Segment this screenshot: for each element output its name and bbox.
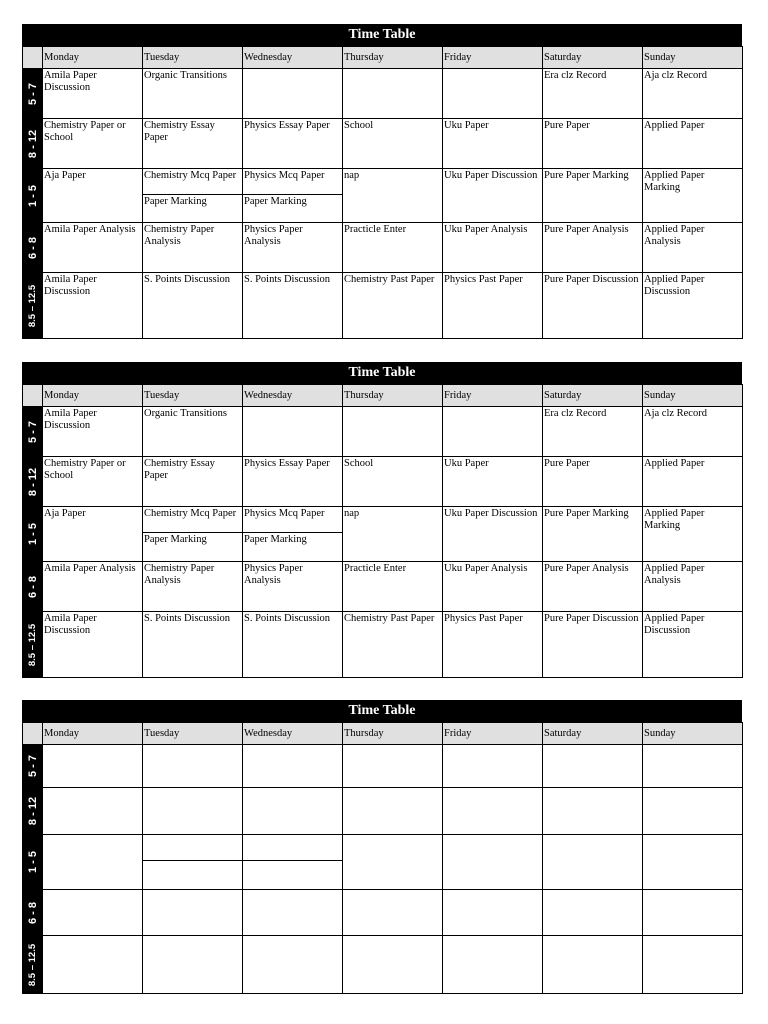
schedule-cell	[243, 745, 343, 788]
day-header-saturday: Saturday	[543, 723, 643, 745]
schedule-cell: Chemistry Essay Paper	[143, 457, 243, 507]
time-slot-text: 8 - 12	[26, 796, 39, 826]
time-slot-row	[23, 273, 743, 339]
schedule-cell	[643, 835, 743, 890]
time-slot-label	[23, 788, 43, 835]
schedule-cell	[243, 788, 343, 835]
time-slot-label	[23, 457, 43, 507]
schedule-cell: Pure Paper	[543, 119, 643, 169]
schedule-cell: School	[343, 457, 443, 507]
schedule-cell	[443, 407, 543, 457]
schedule-cell: Amila Paper Discussion	[43, 69, 143, 119]
schedule-cell-entry: Physics Mcq Paper	[243, 507, 342, 533]
time-slot-row	[23, 936, 743, 994]
schedule-cell	[243, 936, 343, 994]
day-header-wednesday: Wednesday	[243, 385, 343, 407]
time-slot-text: 6 - 8	[26, 575, 39, 598]
schedule-cell	[543, 890, 643, 936]
schedule-cell	[143, 745, 243, 788]
day-header-monday: Monday	[43, 47, 143, 69]
time-slot-label	[23, 169, 43, 223]
schedule-cell-entry: Chemistry Mcq Paper	[143, 507, 242, 533]
schedule-cell-subentry: Paper Marking	[144, 534, 207, 545]
schedule-cell: Uku Paper	[443, 119, 543, 169]
corner-cell	[23, 385, 43, 407]
day-header-tuesday: Tuesday	[143, 723, 243, 745]
schedule-cell-split	[143, 507, 243, 562]
time-slot-row	[23, 835, 743, 890]
schedule-cell: Amila Paper Discussion	[43, 612, 143, 678]
schedule-cell: Pure Paper Discussion	[543, 612, 643, 678]
schedule-cell-split	[143, 169, 243, 223]
day-header-wednesday: Wednesday	[243, 723, 343, 745]
schedule-cell: Physics Past Paper	[443, 612, 543, 678]
time-slot-label	[23, 936, 43, 994]
schedule-cell: S. Points Discussion	[143, 612, 243, 678]
schedule-cell: Era clz Record	[543, 69, 643, 119]
schedule-cell: Pure Paper Analysis	[543, 562, 643, 612]
schedule-cell	[343, 936, 443, 994]
schedule-cell: Era clz Record	[543, 407, 643, 457]
time-slot-label	[23, 745, 43, 788]
schedule-grid	[22, 46, 743, 339]
schedule-cell: nap	[343, 507, 443, 562]
day-header-thursday: Thursday	[343, 385, 443, 407]
schedule-cell: Practicle Enter	[343, 223, 443, 273]
schedule-cell: Applied Paper Analysis	[643, 562, 743, 612]
schedule-cell: Applied Paper Discussion	[643, 273, 743, 339]
day-header-sunday: Sunday	[643, 47, 743, 69]
time-slot-label	[23, 407, 43, 457]
time-slot-row	[23, 457, 743, 507]
schedule-cell: nap	[343, 169, 443, 223]
schedule-cell-split	[143, 835, 243, 890]
schedule-cell-split	[243, 835, 343, 890]
schedule-cell	[143, 936, 243, 994]
schedule-cell: Organic Transitions	[143, 69, 243, 119]
time-slot-row	[23, 119, 743, 169]
schedule-cell-subentry: Paper Marking	[244, 196, 307, 207]
schedule-cell	[43, 890, 143, 936]
schedule-cell-subentry: Paper Marking	[144, 196, 207, 207]
time-slot-label	[23, 69, 43, 119]
schedule-cell	[443, 936, 543, 994]
schedule-cell	[343, 788, 443, 835]
time-slot-row	[23, 223, 743, 273]
schedule-cell: Applied Paper Marking	[643, 169, 743, 223]
day-header-sunday: Sunday	[643, 723, 743, 745]
schedule-cell: Amila Paper Analysis	[43, 562, 143, 612]
schedule-cell	[543, 745, 643, 788]
schedule-cell-entry	[243, 835, 342, 861]
time-slot-row	[23, 169, 743, 223]
time-slot-text: 8 - 12	[26, 467, 39, 496]
schedule-cell: Pure Paper Analysis	[543, 223, 643, 273]
schedule-cell: Chemistry Paper or School	[43, 119, 143, 169]
time-slot-text: 1 - 5	[26, 850, 39, 874]
day-header-friday: Friday	[443, 723, 543, 745]
schedule-cell: Organic Transitions	[143, 407, 243, 457]
schedule-cell	[443, 788, 543, 835]
schedule-cell: Amila Paper Discussion	[43, 407, 143, 457]
time-slot-label	[23, 119, 43, 169]
time-slot-row	[23, 788, 743, 835]
schedule-cell: Pure Paper Marking	[543, 507, 643, 562]
schedule-cell	[543, 936, 643, 994]
schedule-cell	[243, 69, 343, 119]
schedule-cell	[343, 407, 443, 457]
timetable-title: Time Table	[22, 700, 742, 722]
time-slot-text: 6 - 8	[26, 901, 39, 924]
schedule-cell	[443, 835, 543, 890]
time-slot-text: 8.5 – 12.5	[26, 284, 38, 327]
schedule-cell: Applied Paper Marking	[643, 507, 743, 562]
schedule-cell: Chemistry Paper Analysis	[143, 562, 243, 612]
schedule-cell: Aja clz Record	[643, 69, 743, 119]
day-header-monday: Monday	[43, 385, 143, 407]
schedule-cell	[643, 788, 743, 835]
schedule-grid	[22, 722, 743, 994]
day-header-tuesday: Tuesday	[143, 47, 243, 69]
schedule-cell: Chemistry Past Paper	[343, 612, 443, 678]
time-slot-row	[23, 69, 743, 119]
schedule-cell-entry	[143, 835, 242, 861]
time-slot-text: 8.5 – 12.5	[26, 623, 38, 666]
schedule-cell: Uku Paper	[443, 457, 543, 507]
schedule-cell	[443, 890, 543, 936]
day-header-row	[23, 385, 743, 407]
time-slot-text: 5 - 7	[26, 754, 39, 778]
schedule-cell: Pure Paper Marking	[543, 169, 643, 223]
schedule-cell	[643, 890, 743, 936]
day-header-wednesday: Wednesday	[243, 47, 343, 69]
schedule-cell-subentry: Paper Marking	[244, 534, 307, 545]
schedule-cell: Applied Paper	[643, 457, 743, 507]
time-slot-text: 1 - 5	[26, 522, 39, 546]
schedule-cell	[543, 835, 643, 890]
corner-cell	[23, 723, 43, 745]
day-header-thursday: Thursday	[343, 723, 443, 745]
day-header-saturday: Saturday	[543, 385, 643, 407]
schedule-cell	[43, 835, 143, 890]
day-header-saturday: Saturday	[543, 47, 643, 69]
schedule-cell: Aja Paper	[43, 507, 143, 562]
time-slot-row	[23, 562, 743, 612]
day-header-row	[23, 47, 743, 69]
schedule-cell: S. Points Discussion	[243, 273, 343, 339]
schedule-cell	[343, 69, 443, 119]
time-slot-label	[23, 507, 43, 562]
schedule-cell: Chemistry Essay Paper	[143, 119, 243, 169]
time-slot-text: 8 - 12	[26, 129, 39, 158]
schedule-cell	[143, 788, 243, 835]
schedule-cell	[343, 835, 443, 890]
schedule-cell	[443, 69, 543, 119]
schedule-cell: S. Points Discussion	[143, 273, 243, 339]
schedule-cell: Applied Paper Discussion	[643, 612, 743, 678]
time-slot-row	[23, 890, 743, 936]
schedule-cell: Aja clz Record	[643, 407, 743, 457]
time-slot-row	[23, 507, 743, 562]
day-header-sunday: Sunday	[643, 385, 743, 407]
day-header-monday: Monday	[43, 723, 143, 745]
timetable-title: Time Table	[22, 362, 742, 384]
schedule-cell	[43, 936, 143, 994]
schedule-cell	[143, 890, 243, 936]
time-slot-text: 1 - 5	[26, 184, 39, 207]
schedule-cell: Practicle Enter	[343, 562, 443, 612]
time-slot-text: 6 - 8	[26, 236, 39, 259]
schedule-cell: Aja Paper	[43, 169, 143, 223]
schedule-cell-entry: Physics Mcq Paper	[243, 169, 342, 195]
schedule-cell	[243, 407, 343, 457]
schedule-cell: Uku Paper Discussion	[443, 507, 543, 562]
schedule-cell	[643, 936, 743, 994]
schedule-cell: Chemistry Past Paper	[343, 273, 443, 339]
day-header-friday: Friday	[443, 385, 543, 407]
day-header-friday: Friday	[443, 47, 543, 69]
schedule-cell: Chemistry Paper Analysis	[143, 223, 243, 273]
schedule-cell: Physics Essay Paper	[243, 457, 343, 507]
time-slot-text: 5 - 7	[26, 82, 39, 105]
schedule-cell	[643, 745, 743, 788]
schedule-cell: Uku Paper Analysis	[443, 562, 543, 612]
schedule-cell: Physics Paper Analysis	[243, 562, 343, 612]
day-header-row	[23, 723, 743, 745]
corner-cell	[23, 47, 43, 69]
time-slot-row	[23, 612, 743, 678]
schedule-cell: Amila Paper Discussion	[43, 273, 143, 339]
schedule-cell-subentry	[243, 861, 342, 863]
time-slot-label	[23, 835, 43, 890]
schedule-cell: Uku Paper Discussion	[443, 169, 543, 223]
schedule-cell	[43, 745, 143, 788]
schedule-cell: Pure Paper	[543, 457, 643, 507]
schedule-cell: Physics Paper Analysis	[243, 223, 343, 273]
schedule-cell-split	[243, 169, 343, 223]
time-slot-text: 5 - 7	[26, 420, 39, 443]
schedule-cell: Chemistry Paper or School	[43, 457, 143, 507]
schedule-cell	[543, 788, 643, 835]
schedule-cell-subentry	[143, 861, 242, 863]
schedule-cell	[443, 745, 543, 788]
timetable	[22, 24, 742, 339]
time-slot-row	[23, 745, 743, 788]
day-header-tuesday: Tuesday	[143, 385, 243, 407]
time-slot-label	[23, 273, 43, 339]
schedule-cell	[343, 890, 443, 936]
schedule-cell: Physics Essay Paper	[243, 119, 343, 169]
timetable	[22, 700, 742, 994]
time-slot-text: 8.5 – 12.5	[26, 943, 38, 986]
schedule-grid	[22, 384, 743, 678]
time-slot-label	[23, 890, 43, 936]
schedule-cell	[343, 745, 443, 788]
schedule-cell: School	[343, 119, 443, 169]
schedule-cell: Applied Paper Analysis	[643, 223, 743, 273]
timetable-title: Time Table	[22, 24, 742, 46]
schedule-cell: S. Points Discussion	[243, 612, 343, 678]
timetable	[22, 362, 742, 678]
schedule-cell	[243, 890, 343, 936]
time-slot-label	[23, 562, 43, 612]
schedule-cell: Applied Paper	[643, 119, 743, 169]
schedule-cell: Pure Paper Discussion	[543, 273, 643, 339]
schedule-cell-entry: Chemistry Mcq Paper	[143, 169, 242, 195]
schedule-cell: Uku Paper Analysis	[443, 223, 543, 273]
schedule-cell-split	[243, 507, 343, 562]
time-slot-label	[23, 223, 43, 273]
schedule-cell	[43, 788, 143, 835]
day-header-thursday: Thursday	[343, 47, 443, 69]
time-slot-row	[23, 407, 743, 457]
time-slot-label	[23, 612, 43, 678]
schedule-cell: Physics Past Paper	[443, 273, 543, 339]
schedule-cell: Amila Paper Analysis	[43, 223, 143, 273]
